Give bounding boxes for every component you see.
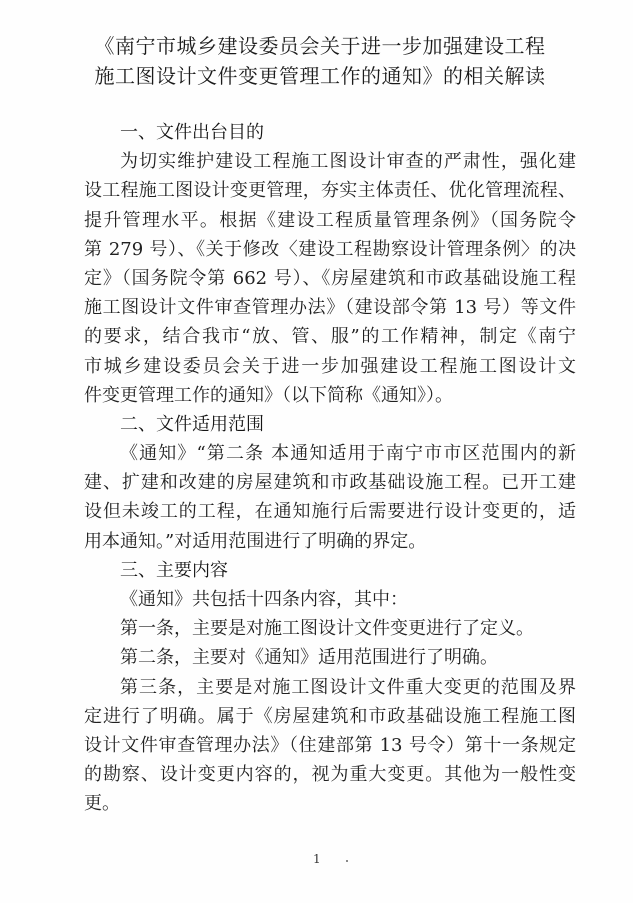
paragraph-line: 第二条，主要对《通知》适用范围进行了明确。 xyxy=(120,647,498,669)
paragraph-line: 定》（国务院令第 662 号）、《房屋建筑和市政基础设施工程 xyxy=(84,267,576,289)
document-title xyxy=(40,31,600,91)
paragraph-line: 第一条，主要是对施工图设计文件变更进行了定义。 xyxy=(120,618,534,640)
paragraph-line: 为切实维护建设工程施工图设计审查的严肃性，强化建 xyxy=(120,151,576,173)
paragraph-line: 第三条，主要是对施工图设计文件重大变更的范围及界 xyxy=(120,676,576,698)
paragraph-line: 建、扩建和改建的房屋建筑和市政基础设施工程。已开工建 xyxy=(84,472,576,494)
paragraph-line: 第 279 号）、《关于修改〈建设工程勘察设计管理条例〉的决 xyxy=(84,238,576,260)
scan-speck xyxy=(346,860,348,862)
paragraph-line: 的勘察、设计变更内容的，视为重大变更。其他为一般性变 xyxy=(84,764,576,786)
paragraph-line: 《通知》“第二条 本通知适用于南宁市市区范围内的新 xyxy=(120,443,576,465)
section-heading-main-content: 三、主要内容 xyxy=(120,559,228,581)
paragraph-line: 提升管理水平。根据《建设工程质量管理条例》（国务院令 xyxy=(84,209,576,231)
paragraph-line: 用本通知。”对适用范围进行了明确的界定。 xyxy=(84,530,427,552)
paragraph-line: 的要求，结合我市“放、管、服”的工作精神，制定《南宁 xyxy=(84,326,576,348)
title-line-2: 施工图设计文件变更管理工作的通知》的相关解读 xyxy=(94,64,546,88)
document-body xyxy=(84,118,576,819)
paragraph-line: 设工程施工图设计变更管理，夯实主体责任、优化管理流程、 xyxy=(84,180,576,202)
paragraph-line: 更。 xyxy=(84,793,120,815)
title-line-1: 《南宁市城乡建设委员会关于进一步加强建设工程 xyxy=(94,34,546,58)
paragraph-line: 件变更管理工作的通知》（以下简称《通知》）。 xyxy=(84,384,453,406)
section-heading-scope: 二、文件适用范围 xyxy=(120,413,264,435)
page-number: 1 xyxy=(313,852,321,866)
paragraph-line: 《通知》共包括十四条内容，其中： xyxy=(120,589,408,610)
paragraph-line: 设但未竣工的工程，在通知施行后需要进行设计变更的，适 xyxy=(84,501,576,523)
paragraph-line: 设计文件审查管理办法》（住建部第 13 号令）第十一条规定 xyxy=(84,734,576,756)
section-heading-purpose: 一、文件出台目的 xyxy=(120,122,264,143)
paragraph-line: 定进行了明确。属于《房屋建筑和市政基础设施工程施工图 xyxy=(84,705,576,727)
paragraph-line: 施工图设计文件审查管理办法》（建设部令第 13 号）等文件 xyxy=(84,297,576,319)
paragraph-line: 市城乡建设委员会关于进一步加强建设工程施工图设计文 xyxy=(84,355,576,377)
